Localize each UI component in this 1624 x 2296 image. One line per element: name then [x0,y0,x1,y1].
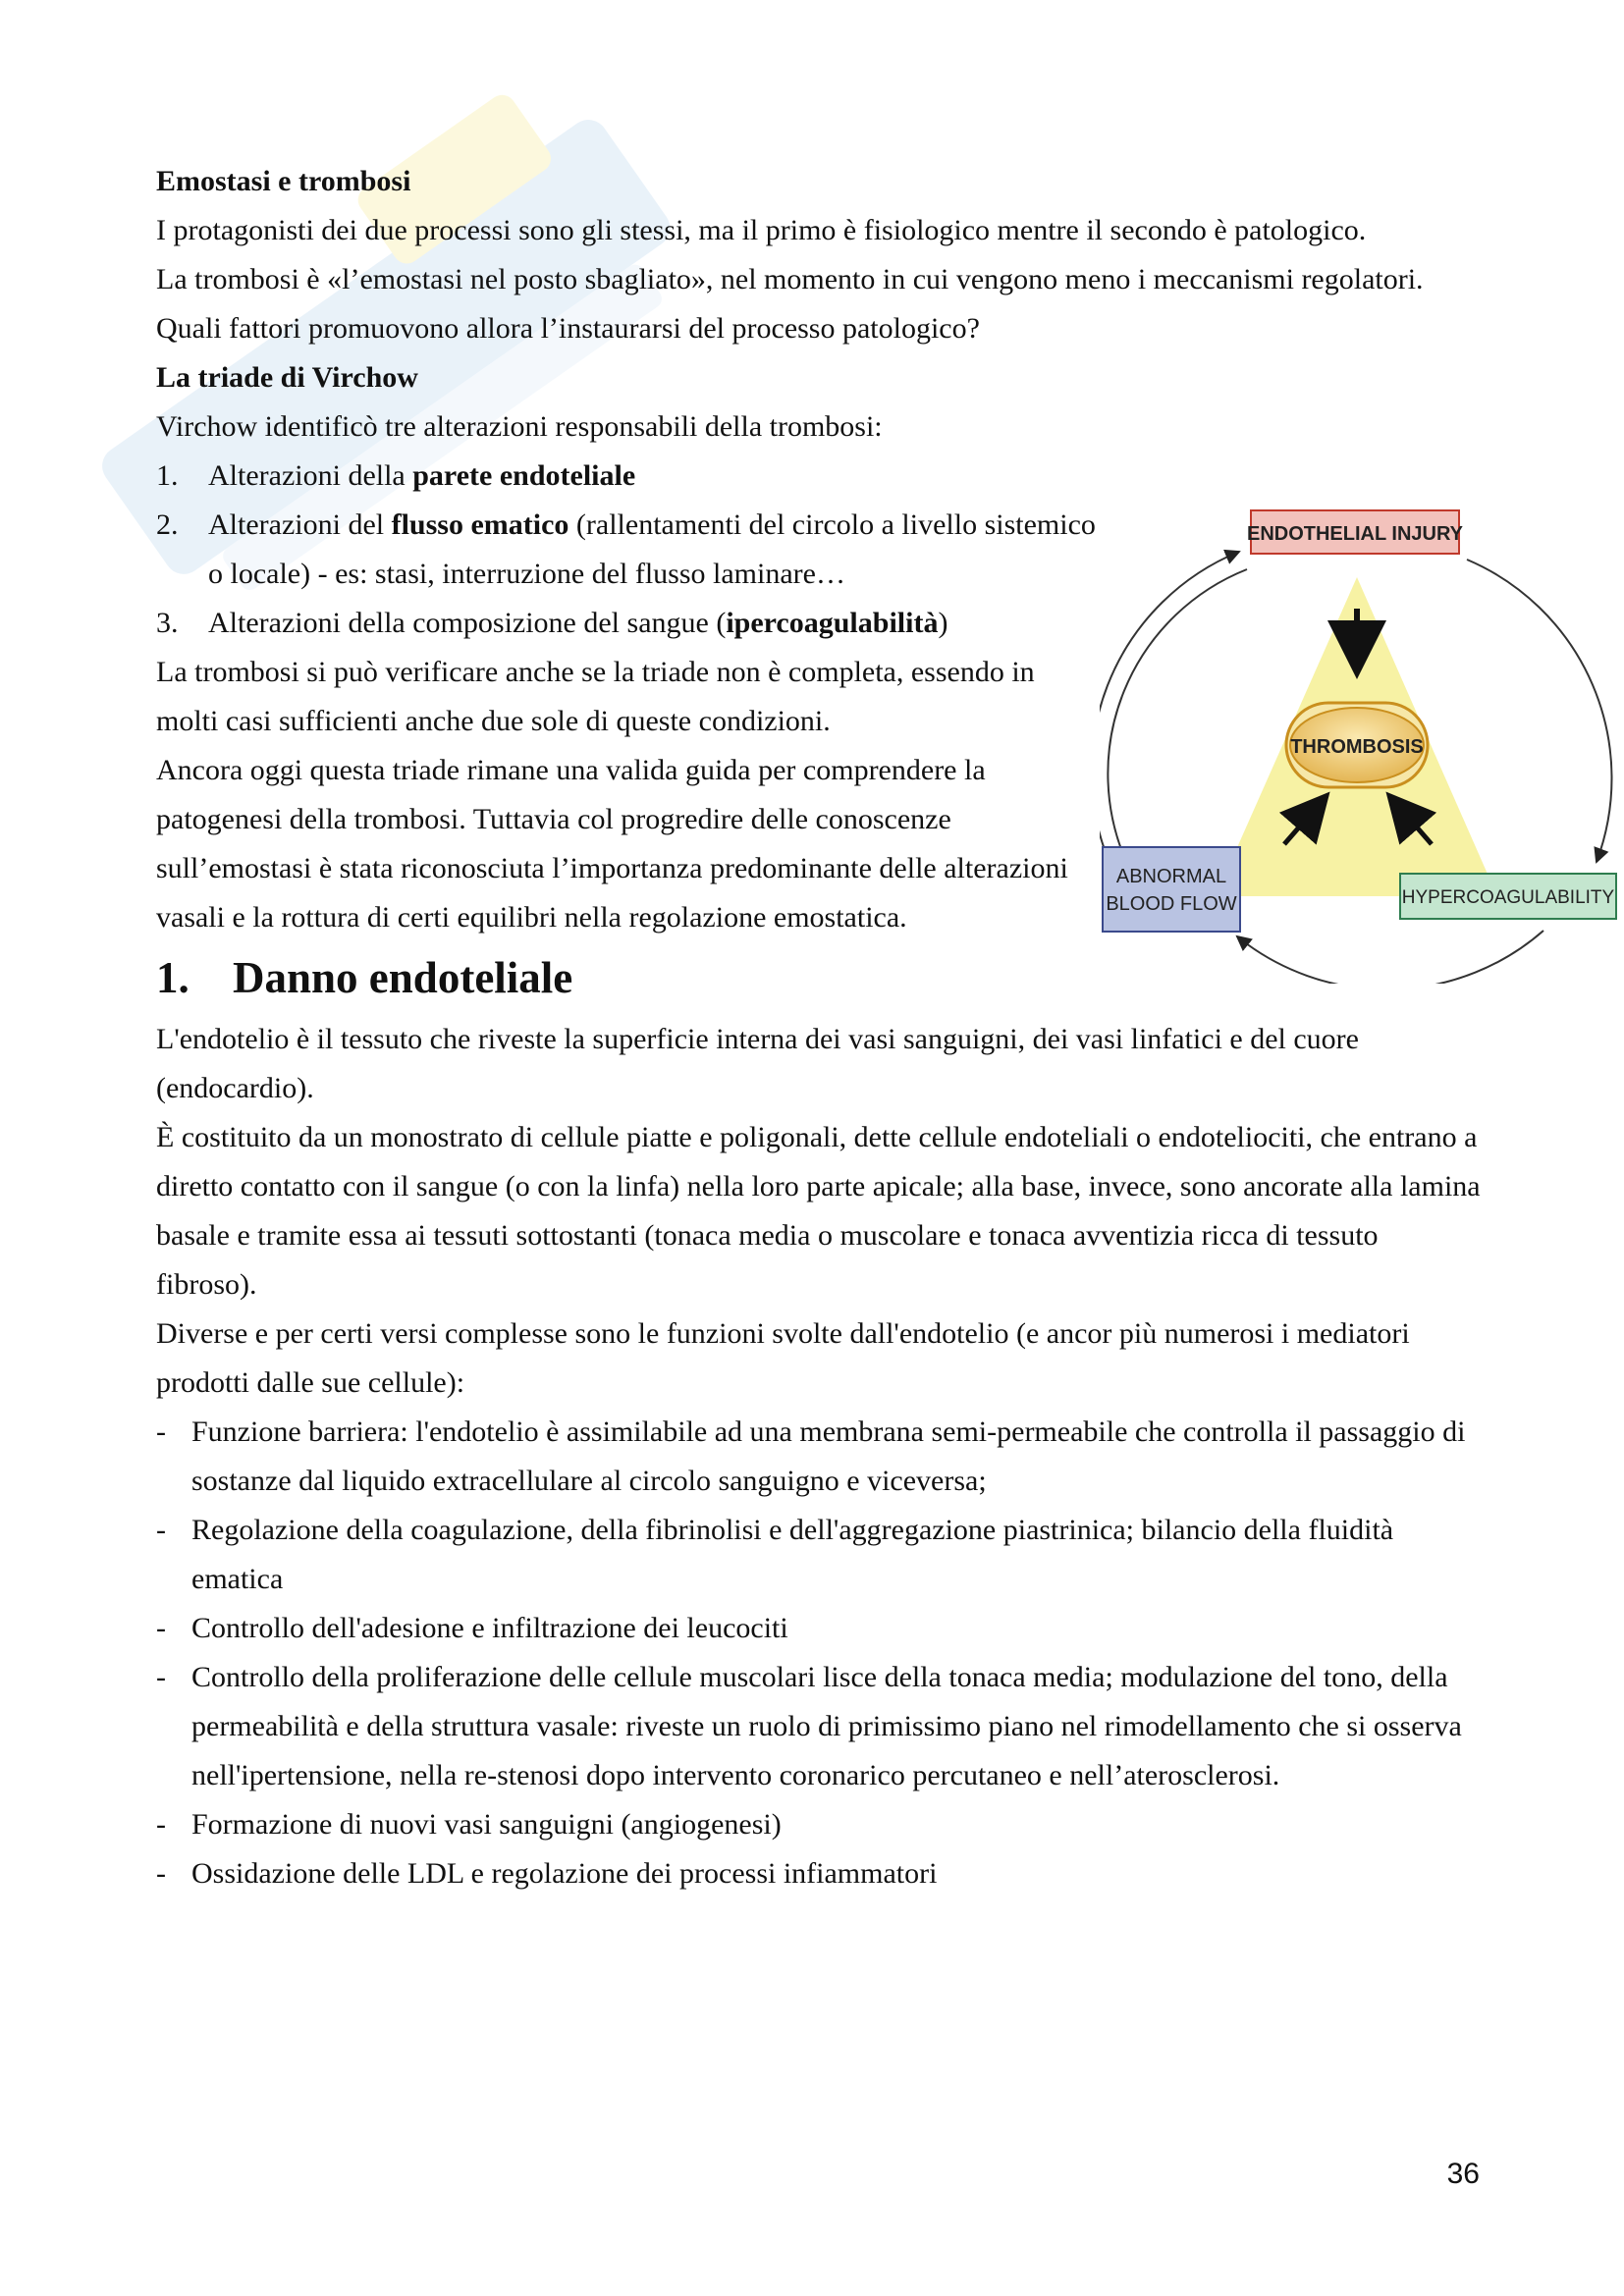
thrombosis-label: THROMBOSIS [1290,736,1424,758]
endothelium-paragraph-3: Diverse e per certi versi complesse sono le funzioni svolte dall'endotelio (e ancor più numerosi i mediatori prodotti dalle sue cellule): [156,1317,1410,1399]
list-number: 1. [156,459,179,492]
list-item: - Controllo dell'adesione e infiltrazione dei leucociti [156,1612,788,1644]
virchow-paragraph-2: Ancora oggi questa triade rimane una valida guida per comprendere la patogenesi della trombosi. Tuttavia col progredire delle conoscenze sull’emostasi è stata riconosciuta l’importanza predominante delle alterazioni vasali e la rottura di certi equilibri nella regolazione emostatica. [156,754,1068,934]
virchow-list [156,452,1109,648]
virchow-paragraph-1: La trombosi si può verificare anche se la triade non è completa, essendo in molti casi sufficienti anche due sole di queste condizioni. [156,656,1035,737]
virchow-lead: Virchow identificò tre alterazioni responsabili della trombosi: [156,410,883,443]
intro-paragraph-3: Quali fattori promuovono allora l’instaurarsi del processo patologico? [156,312,980,345]
abnormal-blood-flow-box [1103,847,1240,932]
main-text [156,157,1482,1898]
list-number: 3. [156,607,179,639]
list-item: - Formazione di nuovi vasi sanguigni (angiogenesi) [156,1808,782,1841]
virchow-heading: La triade di Virchow [156,361,418,394]
list-item: - Controllo della proliferazione delle cellule muscolari lisce della tonaca media; modulazione del tono, della permeabilità e della struttura vasale: riveste un ruolo di primissimo piano nel rimodellamento che si osserva nell'ipertensione, nella re-stenosi dopo intervento coronarico percutaneo e nell’aterosclerosi. [156,1661,1462,1791]
virchow-triad-diagram [1100,508,1618,984]
cycle-arc-right [1467,560,1611,862]
endothelial-injury-label: ENDOTHELIAL INJURY [1246,523,1464,545]
intro-paragraph-2: La trombosi è «l’emostasi nel posto sbagliato», nel momento in cui vengono meno i meccanismi regolatori. [156,263,1424,295]
endothelium-paragraph-1: L'endotelio è il tessuto che riveste la superficie interna dei vasi sanguigni, dei vasi linfatici e del cuore (endocardio). [156,1023,1359,1104]
functions-list [156,1408,1482,1898]
intro-paragraph-1: I protagonisti dei due processi sono gli stessi, ma il primo è fisiologico mentre il secondo è patologico. [156,214,1367,246]
list-item: - Regolazione della coagulazione, della fibrinolisi e dell'aggregazione piastrinica; bilancio della fluidità ematica [156,1514,1394,1595]
list-item: 1. Alterazioni della parete endoteliale [156,452,1109,501]
abnormal-blood-flow-label: BLOOD FLOW [1106,893,1237,915]
list-item: 2. Alterazioni del flusso ematico (rallentamenti del circolo a livello sistemico o locale) - es: stasi, interruzione del flusso laminare… [156,501,1109,599]
hypercoagulability-label: HYPERCOAGULABILITY [1401,887,1615,908]
endothelium-paragraph-2: È costituito da un monostrato di cellule piatte e poligonali, dette cellule endoteliali o endoteliociti, che entrano a diretto contatto con il sangue (o con la linfa) nella loro parte apicale; alla base, invece, sono ancorate alla lamina basale e tramite essa ai tessuti sottostanti (tonaca media o muscolare e tonaca avventizia ricca di tessuto fibroso). [156,1121,1481,1301]
page-number: 36 [1446,2158,1480,2190]
list-item: - Ossidazione delle LDL e regolazione dei processi infiammatori [156,1857,938,1890]
section-heading-emostasi: Emostasi e trombosi [156,165,411,197]
list-number: 2. [156,508,179,541]
section-title: Danno endoteliale [233,953,573,1002]
cycle-arc-left-outer [1100,552,1239,874]
list-item: - Funzione barriera: l'endotelio è assimilabile ad una membrana semi-permeabile che controlla il passaggio di sostanze dal liquido extracellulare al circolo sanguigno e viceversa; [156,1415,1466,1497]
cycle-arc-left-inner [1108,569,1247,864]
section-number: 1. [156,953,189,1002]
list-item: 3. Alterazioni della composizione del sangue (ipercoagulabilità) [156,599,1109,648]
abnormal-blood-flow-label: ABNORMAL [1115,866,1227,887]
cycle-arc-bottom [1237,931,1543,984]
